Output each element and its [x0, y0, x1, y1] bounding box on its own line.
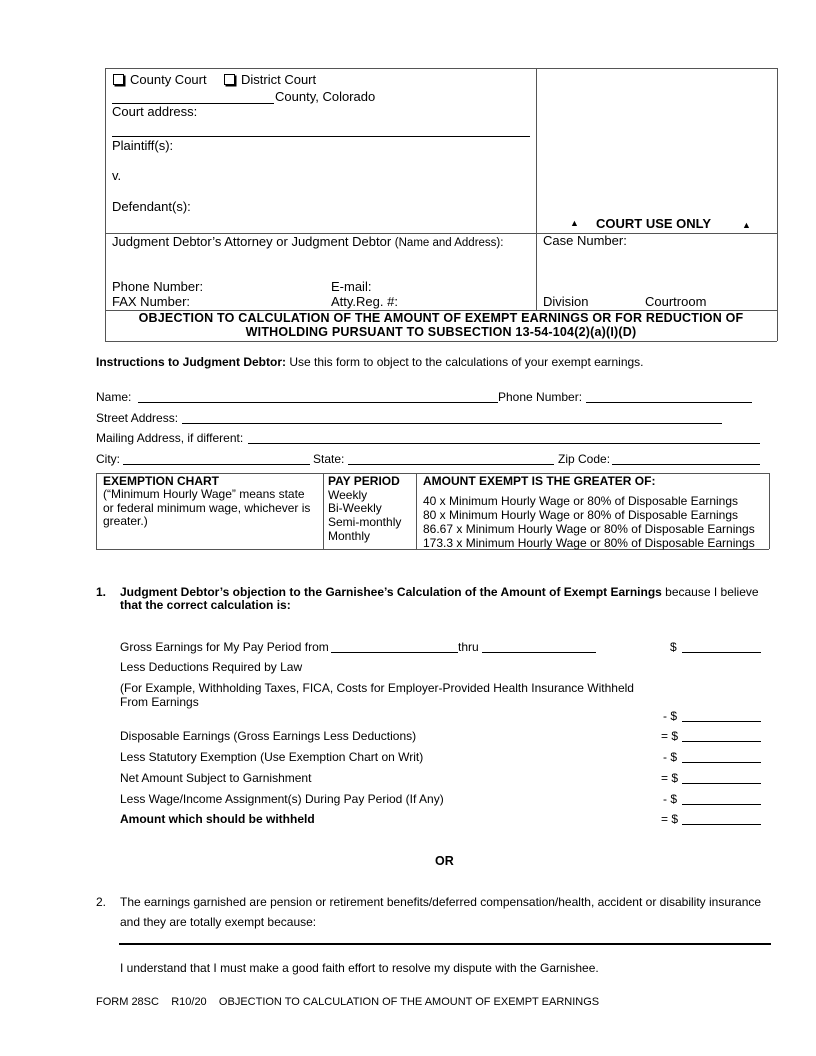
wage-assignment-dollar-sign: - $ — [663, 792, 678, 806]
city-field[interactable] — [123, 464, 310, 465]
gross-earnings-label: Gross Earnings for My Pay Period from — [120, 640, 329, 654]
net-amount-field[interactable] — [682, 783, 761, 784]
amount-biweekly: 80 x Minimum Hourly Wage or 80% of Disposable Earnings — [423, 508, 739, 522]
statutory-exemption-label: Less Statutory Exemption (Use Exemption Chart on Writ) — [120, 750, 424, 764]
street-address-field[interactable] — [182, 423, 722, 424]
amount-withheld-label: Amount which should be withheld — [120, 812, 315, 826]
amount-withheld-field[interactable] — [682, 824, 761, 825]
form-title-line2: WITHOLDING PURSUANT TO SUBSECTION 13-54-104(2)(a)(I)(D) — [245, 325, 637, 339]
street-address-label: Street Address: — [96, 411, 179, 425]
gross-dollar-sign: $ — [670, 640, 677, 654]
wage-assignment-field[interactable] — [682, 804, 761, 805]
form-title-line1: OBJECTION TO CALCULATION OF THE AMOUNT OF EXEMPT EARNINGS OR FOR REDUCTION OF — [138, 311, 744, 325]
name-label: Name: — [96, 390, 132, 404]
district-court-option[interactable]: District Court — [224, 72, 316, 87]
state-field[interactable] — [348, 464, 554, 465]
exempt-reason-field[interactable] — [119, 943, 771, 945]
pay-period-from-field[interactable] — [331, 652, 458, 653]
pay-period-weekly: Weekly — [328, 488, 368, 502]
atty-reg-label: Atty.Reg. #: — [331, 294, 398, 309]
court-address-line[interactable] — [112, 136, 530, 137]
county-court-checkbox[interactable] — [113, 74, 124, 85]
division-label: Division — [543, 294, 589, 309]
or-separator: OR — [435, 854, 454, 868]
section2-line2: and they are totally exempt because: — [120, 915, 317, 929]
statutory-dollar-sign: - $ — [663, 750, 678, 764]
net-amount-dollar-sign: = $ — [661, 771, 679, 785]
net-amount-label: Net Amount Subject to Garnishment — [120, 771, 312, 785]
instructions: Instructions to Judgment Debtor: Use this form to object to the calculations of your exempt earnings. — [96, 355, 644, 369]
pay-period-monthly: Monthly — [328, 529, 371, 543]
phone-number-label: Phone Number: — [112, 279, 204, 294]
court-use-only-label: COURT USE ONLY — [596, 216, 712, 231]
mailing-address-field[interactable] — [248, 443, 760, 444]
amount-weekly: 40 x Minimum Hourly Wage or 80% of Disposable Earnings — [423, 494, 739, 508]
wage-assignment-label: Less Wage/Income Assignment(s) During Pay Period (If Any) — [120, 792, 444, 806]
deductions-example-line2: From Earnings — [120, 695, 199, 709]
arrow-up-icon: ▲ — [570, 218, 579, 228]
defendants-label: Defendant(s): — [112, 199, 191, 214]
debtor-phone-field[interactable] — [586, 402, 752, 403]
fax-number-label: FAX Number: — [112, 294, 191, 309]
plaintiffs-label: Plaintiff(s): — [112, 138, 174, 153]
section1-number: 1. — [96, 585, 107, 599]
statutory-exemption-field[interactable] — [682, 762, 761, 763]
versus-label: v. — [112, 168, 122, 183]
pay-period-semimonthly: Semi-monthly — [328, 515, 402, 529]
gross-earnings-field[interactable] — [682, 652, 761, 653]
footer: FORM 28SC R10/20 OBJECTION TO CALCULATION OF THE AMOUNT OF EXEMPT EARNINGS — [96, 996, 600, 1008]
arrow-up-icon: ▲ — [742, 220, 751, 230]
attorney-label: Judgment Debtor’s Attorney or Judgment Debtor (Name and Address): — [112, 234, 504, 249]
case-number-label: Case Number: — [543, 233, 627, 248]
disposable-earnings-field[interactable] — [682, 741, 761, 742]
section1-heading-line2: that the correct calculation is: — [120, 598, 291, 612]
county-colorado-label: County, Colorado — [275, 89, 376, 104]
city-label: City: — [96, 452, 120, 466]
less-deductions-label: Less Deductions Required by Law — [120, 660, 303, 674]
deductions-example-line1: (For Example, Withholding Taxes, FICA, Costs for Employer-Provided Health Insurance Withheld — [120, 681, 634, 695]
pay-period-biweekly: Bi-Weekly — [328, 501, 382, 515]
deductions-field[interactable] — [682, 721, 761, 722]
section2-line1: The earnings garnished are pension or retirement benefits/deferred compensation/health, accident or disability insurance — [120, 895, 762, 909]
pay-period-header: PAY PERIOD — [328, 474, 400, 488]
county-court-option[interactable]: County Court — [113, 72, 207, 87]
section1-heading: Judgment Debtor’s objection to the Garnishee’s Calculation of the Amount of Exempt Earnings because I believe — [120, 585, 759, 599]
deductions-dollar-sign: - $ — [663, 709, 678, 723]
section2-number: 2. — [96, 895, 107, 909]
exemption-chart-header: EXEMPTION CHART — [103, 474, 220, 488]
disposable-dollar-sign: = $ — [661, 729, 679, 743]
amount-semimonthly: 86.67 x Minimum Hourly Wage or 80% of Disposable Earnings — [423, 522, 755, 536]
debtor-phone-label: Phone Number: — [498, 390, 583, 404]
good-faith-statement: I understand that I must make a good faith effort to resolve my dispute with the Garnishee. — [120, 961, 599, 975]
state-label: State: — [313, 452, 345, 466]
court-address-label: Court address: — [112, 104, 198, 119]
courtroom-label: Courtroom — [645, 294, 707, 309]
amount-exempt-header: AMOUNT EXEMPT IS THE GREATER OF: — [423, 474, 656, 488]
amount-monthly: 173.3 x Minimum Hourly Wage or 80% of Disposable Earnings — [423, 536, 755, 550]
thru-label: thru — [458, 640, 479, 654]
name-field[interactable] — [138, 402, 498, 403]
amount-withheld-dollar-sign: = $ — [661, 812, 679, 826]
disposable-earnings-label: Disposable Earnings (Gross Earnings Less Deductions) — [120, 729, 417, 743]
exemption-chart-note: (“Minimum Hourly Wage” means state or federal minimum wage, whichever is greater.) — [103, 487, 311, 528]
email-label: E-mail: — [331, 279, 372, 294]
zip-field[interactable] — [612, 464, 760, 465]
mailing-address-label: Mailing Address, if different: — [96, 431, 244, 445]
zip-label: Zip Code: — [558, 452, 611, 466]
district-court-checkbox[interactable] — [224, 74, 235, 85]
pay-period-thru-field[interactable] — [482, 652, 596, 653]
